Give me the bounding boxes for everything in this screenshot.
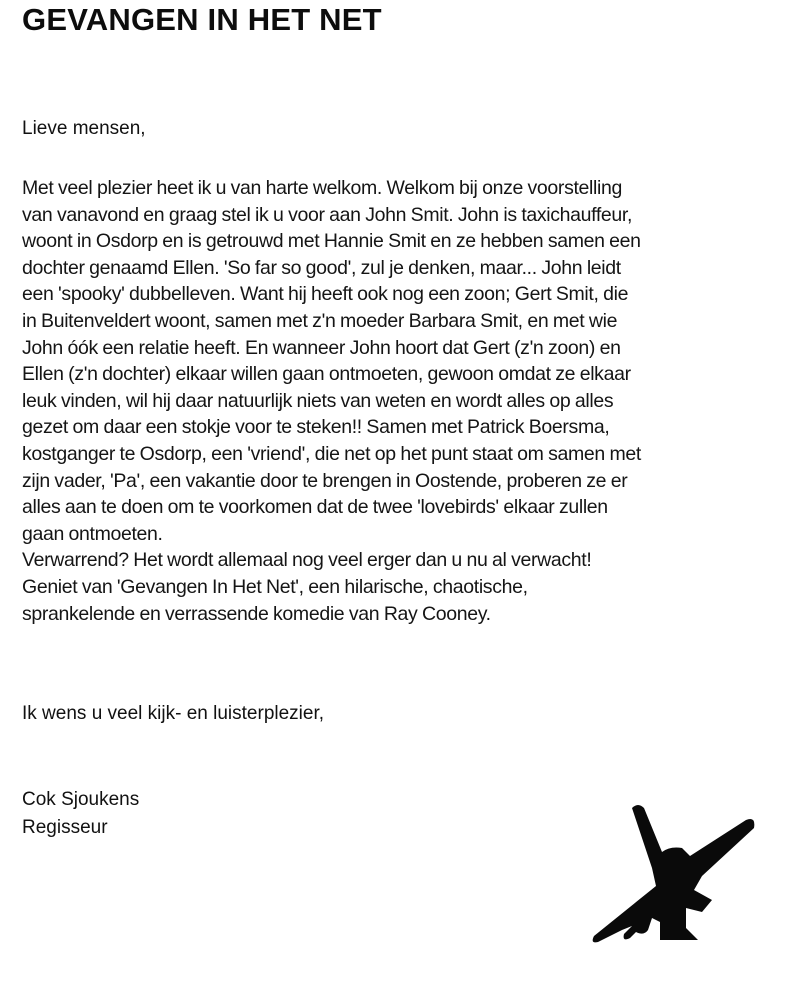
- body-line: alles aan te doen om te voorkomen dat de twee 'lovebirds' elkaar zullen: [22, 496, 608, 519]
- body-line: sprankelende en verrassende komedie van Ray Cooney.: [22, 602, 491, 625]
- body-line: John óók een relatie heeft. En wanneer John hoort dat Gert (z'n zoon) en: [22, 336, 621, 359]
- body-line: Geniet van 'Gevangen In Het Net', een hilarische, chaotische,: [22, 575, 528, 598]
- body-line: zijn vader, 'Pa', een vakantie door te brengen in Oostende, proberen ze er: [22, 469, 628, 492]
- body-line: leuk vinden, wil hij daar natuurlijk niets van weten en wordt alles op alles: [22, 389, 614, 412]
- body-line: van vanavond en graag stel ik u voor aan John Smit. John is taxichauffeur,: [22, 203, 633, 226]
- body-line: Met veel plezier heet ik u van harte welkom. Welkom bij onze voorstelling: [22, 177, 622, 199]
- greeting: Lieve mensen,: [22, 118, 146, 139]
- body-line: Ellen (z'n dochter) elkaar willen gaan ontmoeten, gewoon omdat ze elkaar: [22, 363, 631, 386]
- body-line: dochter genaamd Ellen. 'So far so good', zul je denken, maar... John leidt: [22, 256, 621, 279]
- page-title: GEVANGEN IN HET NET: [22, 2, 382, 37]
- body-line: kostganger te Osdorp, een 'vriend', die net op het punt staat om samen met: [22, 442, 641, 465]
- body-line: in Buitenveldert woont, samen met z'n moeder Barbara Smit, en met wie: [22, 309, 618, 332]
- body-line: woont in Osdorp en is getrouwd met Hannie Smit en ze hebben samen een: [22, 230, 641, 253]
- signature-block: [22, 786, 139, 842]
- body-line: Verwarrend? Het wordt allemaal nog veel erger dan u nu al verwacht!: [22, 549, 592, 572]
- signature-name: Cok Sjoukens: [22, 789, 140, 810]
- closing-line: Ik wens u veel kijk- en luisterplezier,: [22, 703, 325, 724]
- dancing-figure-logo-icon: [590, 790, 770, 950]
- body-line: een 'spooky' dubbelleven. Want hij heeft ook nog een zoon; Gert Smit, die: [22, 283, 629, 306]
- signature-role: Regisseur: [22, 817, 108, 838]
- body-paragraph: [22, 175, 782, 627]
- body-line: gaan ontmoeten.: [22, 522, 163, 545]
- body-line: gezet om daar een stokje voor te steken!! Samen met Patrick Boersma,: [22, 416, 610, 439]
